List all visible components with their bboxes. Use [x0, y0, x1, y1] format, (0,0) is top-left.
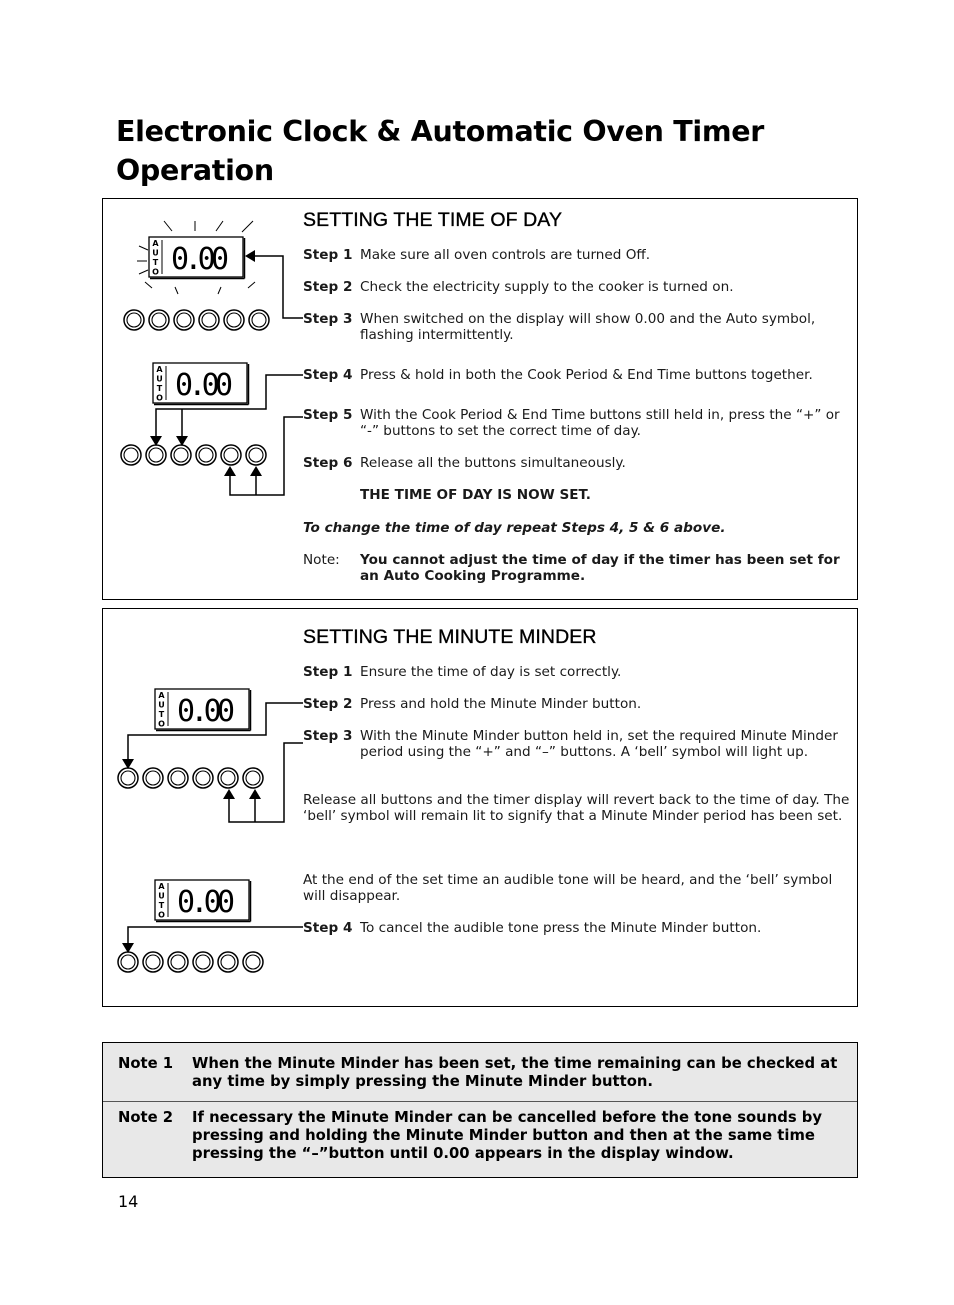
repeat-text: To change the time of day repeat Steps 4, 5 & 6 above.	[303, 520, 726, 536]
auto-letter: O	[158, 719, 165, 729]
auto-letter: U	[158, 700, 165, 710]
auto-letter: U	[158, 891, 165, 901]
step-label: Step 6	[303, 455, 353, 471]
diagram-layer	[118, 221, 303, 972]
button-row	[118, 952, 263, 972]
auto-letter: U	[156, 374, 163, 384]
timer-display	[149, 237, 245, 279]
timer-display	[155, 880, 251, 922]
step-text: With the Cook Period & End Time buttons still held in, press the “+” or “-” buttons to set the correct time of day.	[360, 407, 840, 439]
auto-letter: A	[158, 882, 165, 891]
step-text: Make sure all oven controls are turned Off.	[360, 247, 651, 263]
auto-letter: O	[156, 393, 163, 403]
step-label: Step 2	[303, 279, 353, 295]
auto-letter: O	[158, 910, 165, 920]
page-number: 14	[118, 1192, 139, 1211]
notes-box	[102, 1042, 858, 1178]
auto-letter: T	[156, 384, 163, 393]
auto-letter: A	[152, 239, 159, 248]
auto-letter: A	[158, 691, 165, 700]
button-row	[124, 310, 269, 330]
connector-line	[229, 743, 303, 822]
section-heading-minute-minder: SETTING THE MINUTE MINDER	[303, 626, 597, 648]
note-text: If necessary the Minute Minder can be cancelled before the tone sounds by pressing and holding the Minute Minder button and then at the same time pressing the “–”button until 0.00 appears in the display window.	[192, 1109, 823, 1162]
auto-letter: O	[152, 267, 159, 277]
step-text: Release all the buttons simultaneously.	[360, 455, 626, 471]
step-label: Step 3	[303, 311, 353, 327]
step-text: When switched on the display will show 0.00 and the Auto symbol, flashing intermittently.	[360, 311, 816, 343]
note-label: Note:	[303, 552, 340, 568]
auto-letter: T	[152, 258, 159, 267]
step-text: To cancel the audible tone press the Minute Minder button.	[360, 920, 762, 936]
display-time: 0.00	[177, 885, 237, 920]
confirm-text: THE TIME OF DAY IS NOW SET.	[360, 487, 591, 503]
connector-line	[128, 927, 303, 948]
display-time: 0.00	[177, 694, 237, 729]
step-text: Check the electricity supply to the cooker is turned on.	[360, 279, 734, 295]
button-row	[118, 768, 263, 788]
flash-ray	[175, 287, 178, 294]
note-label: Note 1	[118, 1055, 174, 1072]
flash-ray	[242, 221, 253, 232]
step-label: Step 3	[303, 728, 353, 744]
step-text: With the Minute Minder button held in, set the required Minute Minder period using the “+” and “–” buttons. A ‘bell’ symbol will light up.	[360, 728, 838, 760]
button-row	[121, 445, 266, 465]
connector-line	[250, 256, 303, 318]
auto-letter: T	[158, 901, 165, 910]
flash-ray	[139, 246, 148, 250]
timer-display	[155, 689, 251, 731]
flash-ray	[145, 282, 152, 288]
step-label: Step 2	[303, 696, 353, 712]
note-1	[103, 1043, 857, 1102]
step-text: Press & hold in both the Cook Period & End Time buttons together.	[360, 367, 813, 383]
display-time: 0.00	[175, 368, 235, 403]
display-time: 0.00	[171, 242, 231, 277]
step-text: Press and hold the Minute Minder button.	[360, 696, 642, 712]
note-text: When the Minute Minder has been set, the time remaining can be checked at any time by simply pressing the Minute Minder button.	[192, 1055, 838, 1090]
note-label: Note 2	[118, 1109, 174, 1126]
flash-ray	[216, 221, 223, 231]
step-label: Step 1	[303, 247, 353, 263]
step-text: Ensure the time of day is set correctly.	[360, 664, 622, 680]
note-text: You cannot adjust the time of day if the timer has been set for an Auto Cooking Programme.	[360, 552, 840, 584]
release-text: Release all buttons and the timer display will revert back to the time of day. The ‘bell’ symbol will remain lit to signify that a Minute Minder period has been set.	[303, 792, 850, 824]
auto-letter: A	[156, 365, 163, 374]
section-heading-time-of-day: SETTING THE TIME OF DAY	[303, 209, 563, 231]
auto-letter: U	[152, 248, 159, 258]
step-label: Step 1	[303, 664, 353, 680]
timer-display	[153, 363, 249, 405]
step-label: Step 4	[303, 920, 353, 936]
step-label: Step 5	[303, 407, 353, 423]
page-title: Electronic Clock & Automatic Oven Timer Operation	[116, 115, 765, 187]
step-label: Step 4	[303, 367, 353, 383]
end-text: At the end of the set time an audible tone will be heard, and the ‘bell’ symbol will disappear.	[303, 872, 833, 904]
flash-ray	[248, 282, 255, 288]
flash-ray	[218, 287, 221, 294]
flash-ray	[139, 270, 148, 274]
auto-letter: T	[158, 710, 165, 719]
flash-ray	[164, 221, 172, 231]
